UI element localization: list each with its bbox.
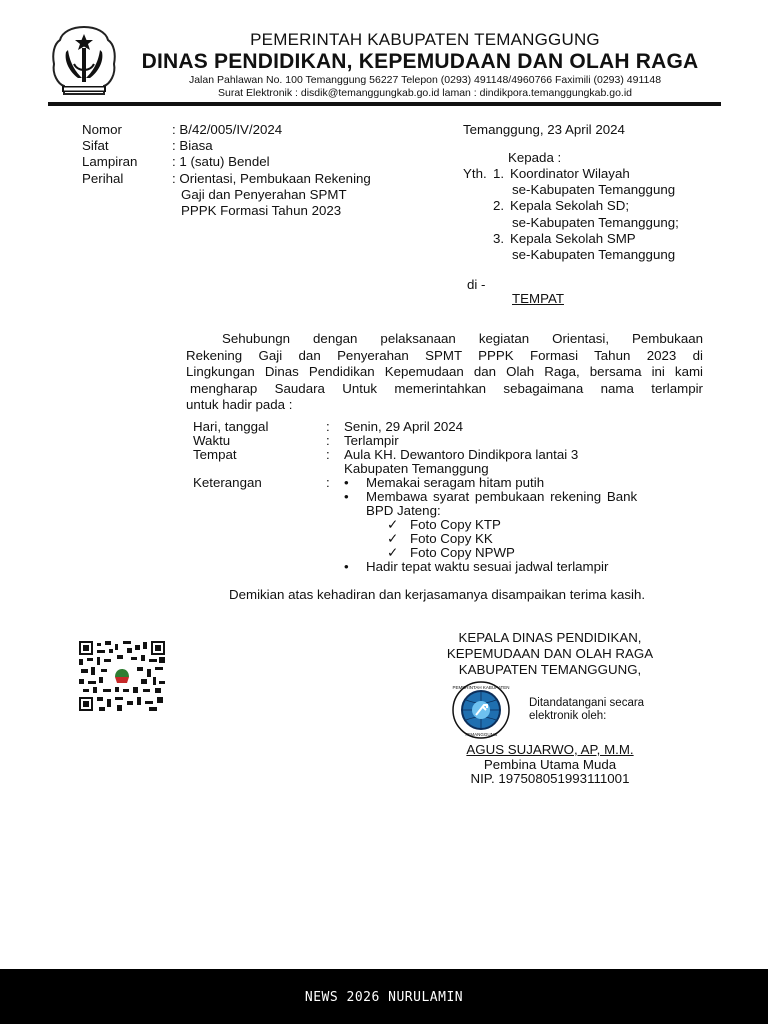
signatory-name: AGUS SUJARWO, AP, M.M. xyxy=(466,742,634,757)
di-label: di - xyxy=(467,277,486,292)
signatory-rank: Pembina Utama Muda xyxy=(483,757,617,772)
esign-note-2: elektronik oleh: xyxy=(529,710,607,722)
recipient-2-line1: Kepala Sekolah SD; xyxy=(510,198,630,213)
lampiran-label: Lampiran xyxy=(82,154,138,169)
keterangan-colon: : xyxy=(326,475,330,490)
signatory-title-1: KEPALA DINAS PENDIDIKAN, xyxy=(458,630,642,645)
bullet-icon: • xyxy=(344,489,349,504)
nomor-value: : B/42/005/IV/2024 xyxy=(172,122,283,137)
tempat-detail-label: Tempat xyxy=(193,447,237,462)
seal-bottom-text: TEMANGGUNG xyxy=(464,732,498,737)
recipient-3-line1: Kepala Sekolah SMP xyxy=(510,231,636,246)
keterangan-label: Keterangan xyxy=(193,475,262,490)
qr-code-icon xyxy=(79,641,165,711)
recipient-3-line2: se-Kabupaten Temanggung xyxy=(512,247,676,262)
perihal-line-3: PPPK Formasi Tahun 2023 xyxy=(181,203,342,218)
closing-sentence: Demikian atas kehadiran dan kerjasamanya disampaikan terima kasih. xyxy=(229,587,646,602)
waktu-value: Terlampir xyxy=(344,433,399,448)
recipient-1-num: 1. xyxy=(493,166,505,181)
seal-top-text: PEMERINTAH KABUPATEN xyxy=(452,685,510,690)
keterangan-item-2: Membawa syarat pembukaan rekening Bank xyxy=(366,489,638,504)
waktu-label: Waktu xyxy=(193,433,231,448)
keterangan-item-3: Hadir tepat waktu sesuai jadwal terlampir xyxy=(366,559,609,574)
bullet-icon: • xyxy=(344,475,349,490)
letterhead-divider xyxy=(48,102,721,106)
checkmark-icon: ✓ xyxy=(387,531,399,546)
requirement-kk: Foto Copy KK xyxy=(410,531,493,546)
recipient-1-line2: se-Kabupaten Temanggung xyxy=(512,182,676,197)
tempat-value-2: Kabupaten Temanggung xyxy=(344,461,489,476)
kepada-label: Kepada : xyxy=(508,150,562,165)
footer-watermark: NEWS 2026 NURULAMIN xyxy=(304,990,464,1005)
hari-colon: : xyxy=(326,419,330,434)
esign-note-1: Ditandatangani secara xyxy=(529,697,645,709)
yth-label: Yth. xyxy=(463,166,487,181)
letterhead-contact: Surat Elektronik : disdik@temanggungkab.go.id laman : dindikpora.temanggungkab.go.id xyxy=(218,87,632,99)
regency-coat-of-arms-icon xyxy=(48,24,120,100)
requirement-ktp: Foto Copy KTP xyxy=(410,517,501,532)
lampiran-value: : 1 (satu) Bendel xyxy=(172,154,270,169)
requirement-npwp: Foto Copy NPWP xyxy=(410,545,515,560)
perihal-line-2: Gaji dan Penyerahan SPMT xyxy=(181,187,347,202)
recipient-1-line1: Koordinator Wilayah xyxy=(510,166,630,181)
keterangan-item-1: Memakai seragam hitam putih xyxy=(366,475,545,490)
sifat-value: : Biasa xyxy=(172,138,213,153)
sifat-label: Sifat xyxy=(82,138,109,153)
hari-value: Senin, 29 April 2024 xyxy=(344,419,464,434)
letterhead-address: Jalan Pahlawan No. 100 Temanggung 56227 Telepon (0293) 491148/4960766 Faximili (0293) 491148 xyxy=(188,74,662,86)
body-line-1: Sehubungn dengan pelaksanaan kegiatan Orientasi, Pembukaan xyxy=(222,331,703,346)
recipient-2-num: 2. xyxy=(493,198,505,213)
signatory-nip: NIP. 197508051993111001 xyxy=(470,771,630,786)
body-paragraph xyxy=(186,331,703,414)
checkmark-icon: ✓ xyxy=(387,545,399,560)
tempat-value-1: Aula KH. Dewantoro Dindikpora lantai 3 xyxy=(344,447,579,462)
body-line-3: Lingkungan Dinas Pendidikan Kepemudaan dan Olah Raga, bersama ini kami xyxy=(186,364,703,379)
recipient-3-num: 3. xyxy=(493,231,505,246)
nomor-label: Nomor xyxy=(82,122,122,137)
electronic-seal-icon xyxy=(446,680,516,740)
letterhead-agency: DINAS PENDIDIKAN, KEPEMUDAAN DAN OLAH RAGA xyxy=(141,50,699,73)
date-place: Temanggung, 23 April 2024 xyxy=(463,122,625,137)
signatory-title-2: KEPEMUDAAN DAN OLAH RAGA xyxy=(446,646,654,661)
body-line-2: Rekening Gaji dan Penyerahan SPMT PPPK Formasi Tahun 2023 di xyxy=(186,347,703,363)
tempat-label: TEMPAT xyxy=(512,291,564,306)
signatory-title-3: KABUPATEN TEMANGGUNG, xyxy=(458,662,642,677)
waktu-colon: : xyxy=(326,433,330,448)
hari-label: Hari, tanggal xyxy=(193,419,269,434)
perihal-line-1: : Orientasi, Pembukaan Rekening xyxy=(172,171,371,186)
perihal-label: Perihal xyxy=(82,171,124,186)
letterhead-government: PEMERINTAH KABUPATEN TEMANGGUNG xyxy=(250,30,600,49)
keterangan-item-2-cont: BPD Jateng: xyxy=(366,503,441,518)
tempat-colon: : xyxy=(326,447,330,462)
body-line-5: untuk hadir pada : xyxy=(186,397,293,412)
recipient-2-line2: se-Kabupaten Temanggung; xyxy=(512,215,679,230)
bullet-icon: • xyxy=(344,559,349,574)
body-line-4: mengharap Saudara Untuk memerintahkan sebagaimana nama terlampir xyxy=(190,380,703,396)
checkmark-icon: ✓ xyxy=(387,517,399,532)
